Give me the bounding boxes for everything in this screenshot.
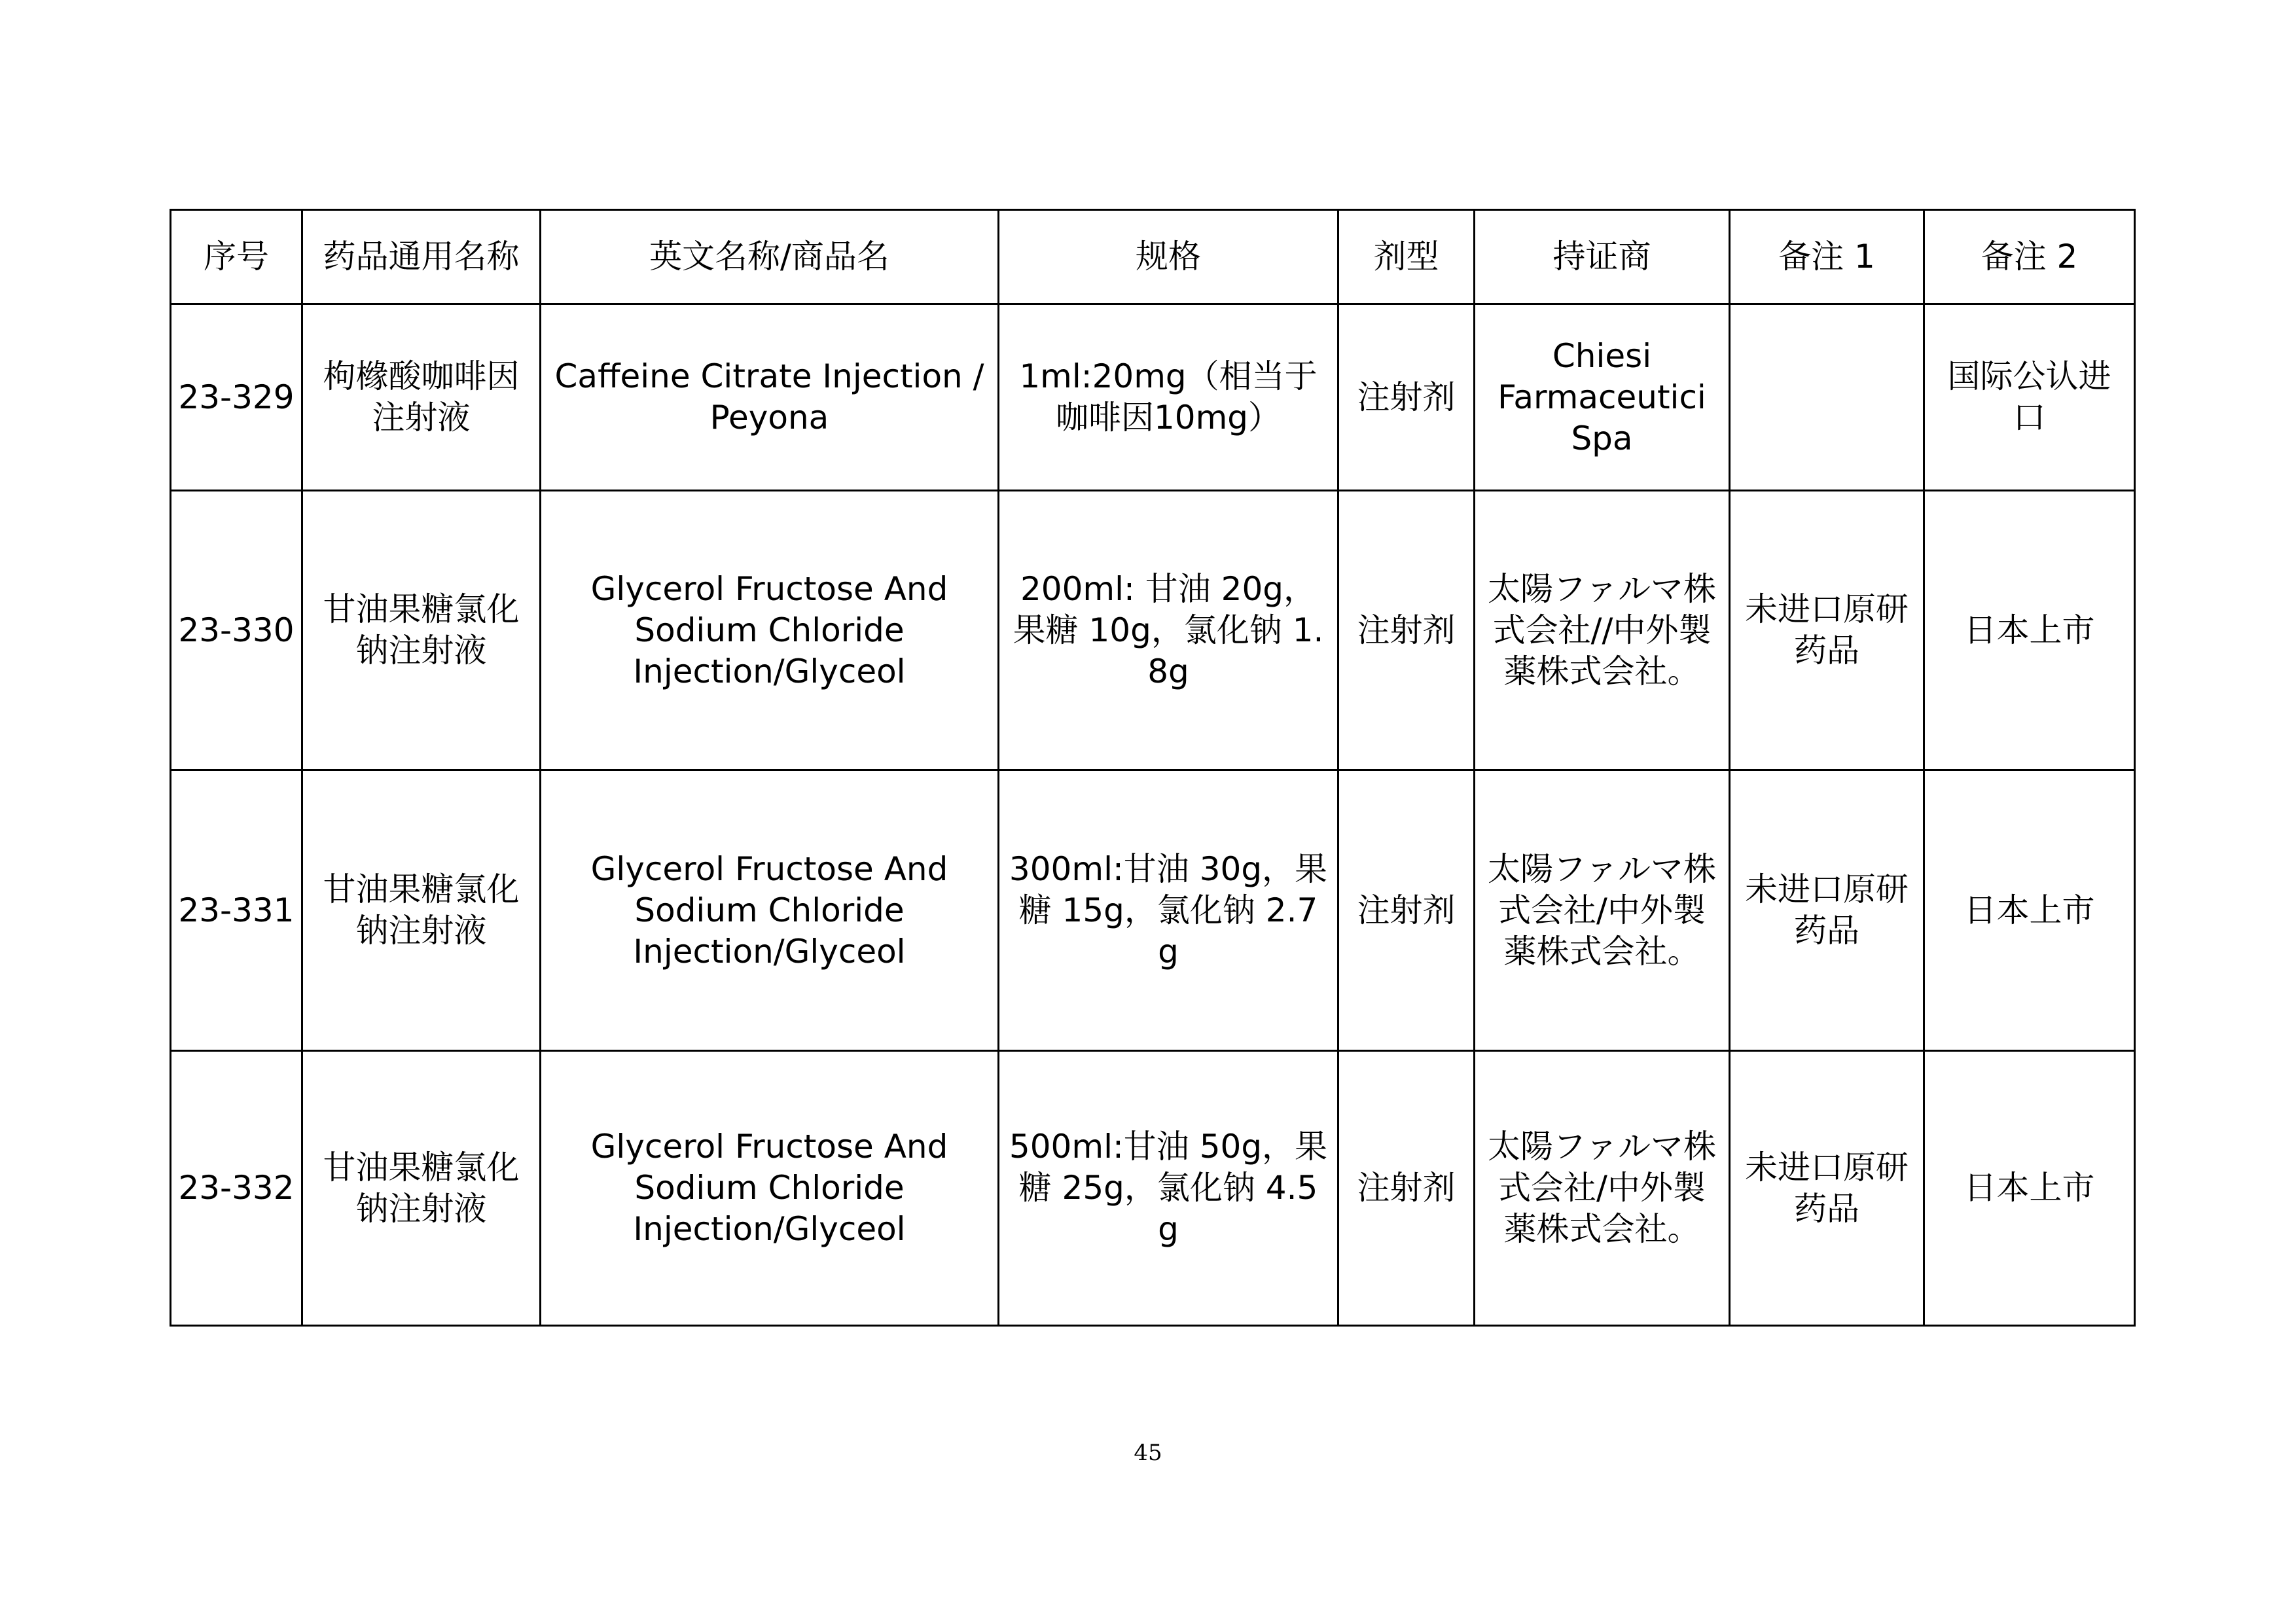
header-english-name: 英文名称/商品名 [541, 210, 999, 304]
cell-spec: 1ml:20mg（相当于咖啡因10mg） [999, 304, 1338, 491]
cell-spec: 200ml: 甘油 20g，果糖 10g，氯化钠 1.8g [999, 491, 1338, 770]
cell-holder: Chiesi Farmaceutici Spa [1475, 304, 1730, 491]
header-dosage-form: 剂型 [1338, 210, 1475, 304]
header-generic-name: 药品通用名称 [302, 210, 541, 304]
cell-note2: 日本上市 [1924, 491, 2135, 770]
drug-table [170, 209, 2136, 1327]
drug-list-page [170, 209, 2134, 1327]
cell-dosage-form: 注射剂 [1338, 491, 1475, 770]
cell-holder: 太陽ファルマ株式会社/中外製薬株式会社。 [1475, 1051, 1730, 1326]
cell-spec: 300ml:甘油 30g，果糖 15g，氯化钠 2.7g [999, 770, 1338, 1051]
cell-note2: 日本上市 [1924, 1051, 2135, 1326]
cell-note1: 未进口原研药品 [1730, 491, 1924, 770]
table-row [171, 1051, 2135, 1326]
table-row [171, 770, 2135, 1051]
header-note1: 备注 1 [1730, 210, 1924, 304]
cell-serial: 23-332 [171, 1051, 302, 1326]
cell-generic-name: 枸橼酸咖啡因注射液 [302, 304, 541, 491]
cell-serial: 23-331 [171, 770, 302, 1051]
table-body [171, 304, 2135, 1326]
cell-generic-name: 甘油果糖氯化钠注射液 [302, 770, 541, 1051]
page-number: 45 [1134, 1440, 1162, 1466]
table-row [171, 304, 2135, 491]
cell-holder: 太陽ファルマ株式会社//中外製薬株式会社。 [1475, 491, 1730, 770]
cell-spec: 500ml:甘油 50g，果糖 25g，氯化钠 4.5g [999, 1051, 1338, 1326]
cell-serial: 23-329 [171, 304, 302, 491]
cell-note1: 未进口原研药品 [1730, 1051, 1924, 1326]
cell-english-name: Glycerol Fructose And Sodium Chloride Injection/Glyceol [541, 491, 999, 770]
cell-generic-name: 甘油果糖氯化钠注射液 [302, 491, 541, 770]
cell-dosage-form: 注射剂 [1338, 304, 1475, 491]
cell-dosage-form: 注射剂 [1338, 770, 1475, 1051]
cell-english-name: Caffeine Citrate Injection / Peyona [541, 304, 999, 491]
cell-english-name: Glycerol Fructose And Sodium Chloride Injection/Glyceol [541, 770, 999, 1051]
cell-note2: 国际公认进口 [1924, 304, 2135, 491]
header-row [171, 210, 2135, 304]
header-note2: 备注 2 [1924, 210, 2135, 304]
cell-holder: 太陽ファルマ株式会社/中外製薬株式会社。 [1475, 770, 1730, 1051]
header-holder: 持证商 [1475, 210, 1730, 304]
table-header [171, 210, 2135, 304]
cell-note1: 未进口原研药品 [1730, 770, 1924, 1051]
cell-english-name: Glycerol Fructose And Sodium Chloride Injection/Glyceol [541, 1051, 999, 1326]
header-spec: 规格 [999, 210, 1338, 304]
cell-note1 [1730, 304, 1924, 491]
cell-note2: 日本上市 [1924, 770, 2135, 1051]
cell-generic-name: 甘油果糖氯化钠注射液 [302, 1051, 541, 1326]
cell-serial: 23-330 [171, 491, 302, 770]
cell-dosage-form: 注射剂 [1338, 1051, 1475, 1326]
header-serial: 序号 [171, 210, 302, 304]
table-row [171, 491, 2135, 770]
